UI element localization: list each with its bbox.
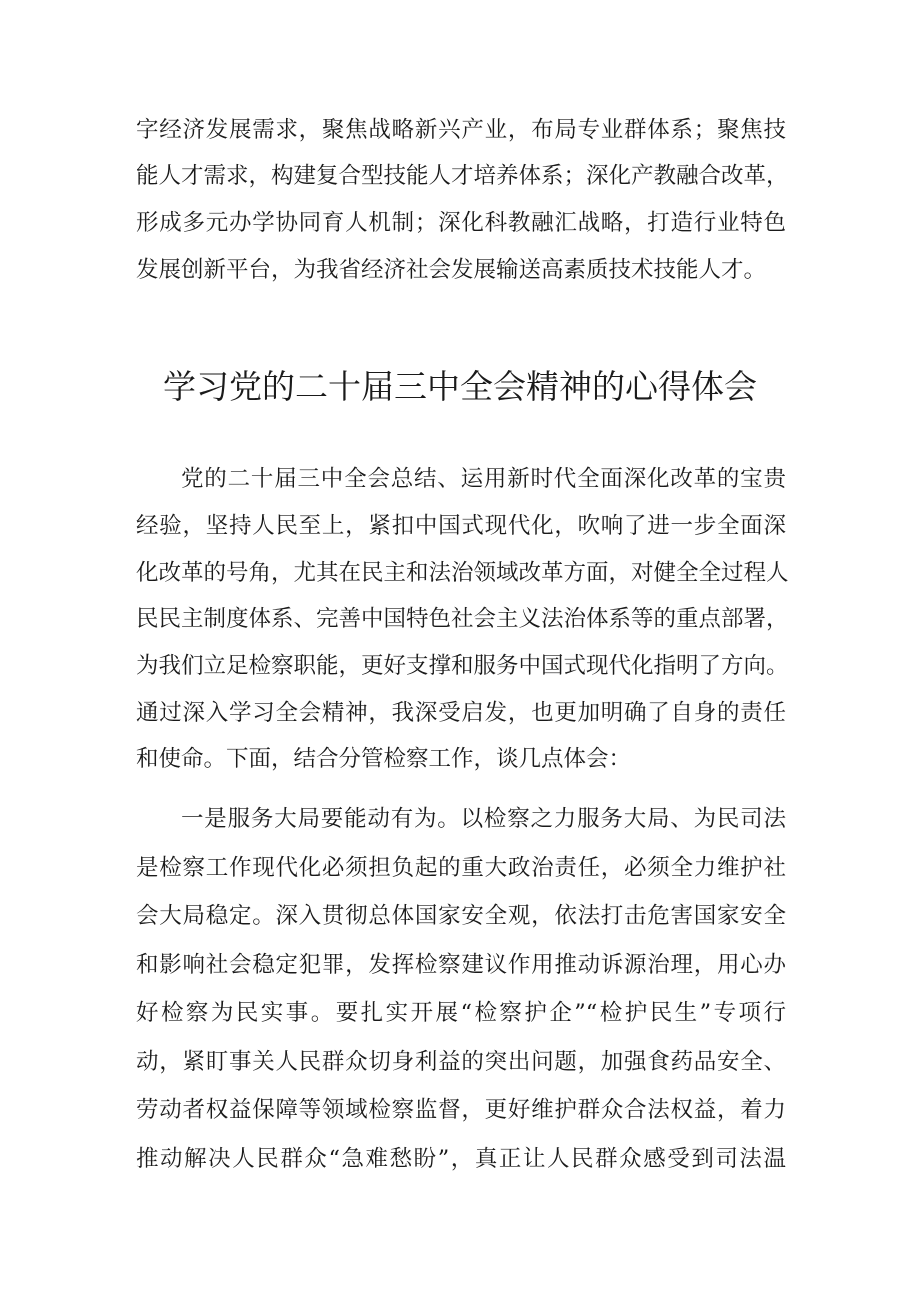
text-line: 经验，坚持人民至上，紧扣中国式现代化，吹响了进一步全面深	[136, 513, 786, 539]
text-line: 是检察工作现代化必须担负起的重大政治责任，必须全力维护社	[136, 855, 786, 881]
text-line: 发展创新平台，为我省经济社会发展输送高素质技术技能人才。	[136, 257, 767, 283]
text-line: 字经济发展需求，聚焦战略新兴产业，布局专业群体系；聚焦技	[136, 117, 786, 143]
text-line: 推动解决人民群众“急难愁盼”，真正让人民群众感受到司法温	[136, 1146, 786, 1172]
text-line: 劳动者权益保障等领域检察监督，更好维护群众合法权益，着力	[136, 1097, 786, 1123]
text-line: 能人才需求，构建复合型技能人才培养体系；深化产教融合改革，	[136, 163, 789, 189]
text-line: 和使命。下面，结合分管检察工作，谈几点体会：	[136, 746, 632, 772]
text-line: 好检察为民实事。要扎实开展“检察护企”“检护民生”专项行	[136, 1000, 786, 1026]
text-line: 化改革的号角，尤其在民主和法治领域改革方面，对健全全过程人	[136, 560, 789, 586]
text-line: 形成多元办学协同育人机制；深化科教融汇战略，打造行业特色	[136, 210, 786, 236]
text-line: 党的二十届三中全会总结、运用新时代全面深化改革的宝贵	[181, 466, 786, 492]
text-line: 为我们立足检察职能，更好支撑和服务中国式现代化指明了方向。	[136, 653, 789, 679]
text-line: 会大局稳定。深入贯彻总体国家安全观，依法打击危害国家安全	[136, 903, 786, 929]
text-line: 动，紧盯事关人民群众切身利益的突出问题，加强食药品安全、	[136, 1049, 786, 1075]
text-line: 一是服务大局要能动有为。以检察之力服务大局、为民司法	[181, 806, 786, 832]
text-line: 民民主制度体系、完善中国特色社会主义法治体系等的重点部署，	[136, 606, 789, 632]
text-line: 通过深入学习全会精神，我深受启发，也更加明确了自身的责任	[136, 700, 786, 726]
article-title: 学习党的二十届三中全会精神的心得体会	[163, 367, 757, 406]
text-line: 和影响社会稳定犯罪，发挥检察建议作用推动诉源治理，用心办	[136, 952, 786, 978]
